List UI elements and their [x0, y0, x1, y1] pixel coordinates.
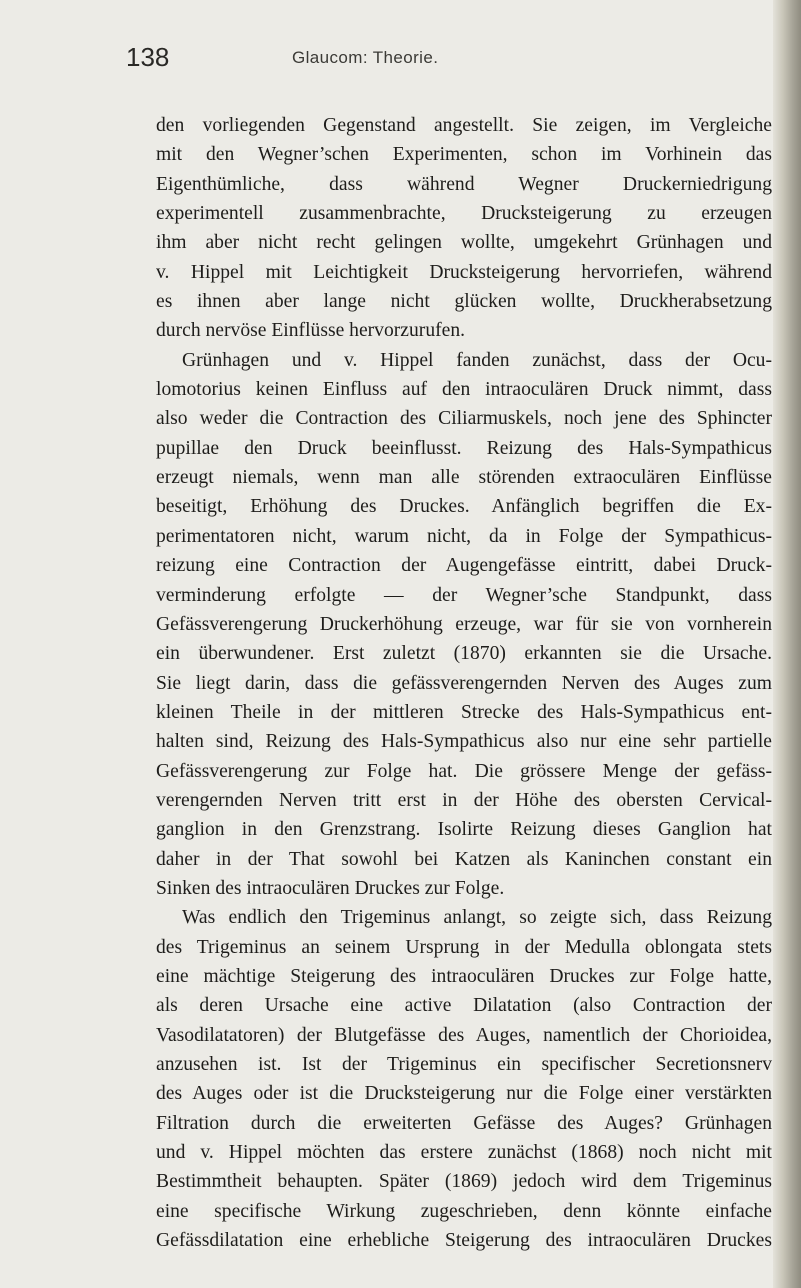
text-line: also weder die Contraction des Ciliarmuskels, noch jene des Sphincter: [156, 408, 772, 430]
text-line: Was endlich den Trigeminus anlangt, so zeigte sich, dass Reizung: [182, 907, 772, 929]
text-line: v. Hippel mit Leichtigkeit Drucksteigerung hervorriefen, während: [156, 261, 772, 283]
running-head: Glaucom: Theorie.: [292, 48, 439, 67]
text-line: ganglion in den Grenzstrang. Isolirte Reizung dieses Ganglion hat: [156, 819, 772, 841]
page-number: 138: [126, 42, 170, 72]
text-line: Sie liegt darin, dass die gefässverengernden Nerven des Auges zum: [156, 672, 772, 694]
text-line: Vasodilatatoren) der Blutgefässe des Auges, namentlich der Chorioidea,: [156, 1024, 772, 1046]
text-line: pupillae den Druck beeinflusst. Reizung des Hals-Sympathicus: [156, 437, 772, 459]
text-line: daher in der That sowohl bei Katzen als Kaninchen constant ein: [156, 848, 772, 870]
text-line: mit den Wegner’schen Experimenten, schon im Vorhinein das: [156, 144, 772, 166]
text-line: Bestimmtheit behaupten. Später (1869) jedoch wird dem Trigeminus: [156, 1171, 772, 1193]
text-line: verengernden Nerven tritt erst in der Höhe des obersten Cervical-: [156, 789, 772, 811]
text-line: lomotorius keinen Einfluss auf den intraoculären Druck nimmt, dass: [156, 379, 772, 401]
page-edge-shadow: [773, 0, 801, 1288]
body-text: [156, 111, 772, 1255]
text-line: ein überwundener. Erst zuletzt (1870) erkannten sie die Ursache.: [156, 643, 772, 665]
text-line: Gefässverengerung Druckerhöhung erzeuge, war für sie von vornherein: [156, 613, 772, 635]
text-line: ihm aber nicht recht gelingen wollte, umgekehrt Grünhagen und: [156, 232, 772, 254]
text-line: des Auges oder ist die Drucksteigerung nur die Folge einer verstärkten: [156, 1083, 772, 1105]
text-line: experimentell zusammenbrachte, Drucksteigerung zu erzeugen: [156, 203, 772, 225]
text-line: den vorliegenden Gegenstand angestellt. Sie zeigen, im Vergleiche: [156, 115, 772, 136]
text-line: halten sind, Reizung des Hals-Sympathicus also nur eine sehr partielle: [156, 731, 772, 753]
text-line: anzusehen ist. Ist der Trigeminus ein specifischer Secretionsnerv: [156, 1054, 772, 1075]
text-line: durch nervöse Einflüsse hervorzurufen.: [156, 320, 466, 342]
text-line: als deren Ursache eine active Dilatation (also Contraction der: [156, 995, 772, 1017]
text-line: Eigenthümliche, dass während Wegner Druckerniedrigung: [156, 173, 772, 195]
text-line: beseitigt, Erhöhung des Druckes. Anfänglich begriffen die Ex-: [156, 496, 772, 518]
text-line: eine mächtige Steigerung des intraoculären Druckes zur Folge hatte,: [156, 965, 772, 987]
text-line: und v. Hippel möchten das erstere zunächst (1868) noch nicht mit: [156, 1142, 772, 1164]
text-line: reizung eine Contraction der Augengefässe eintritt, dabei Druck-: [156, 555, 772, 577]
text-line: es ihnen aber lange nicht glücken wollte, Druckherabsetzung: [156, 291, 772, 313]
text-line: des Trigeminus an seinem Ursprung in der Medulla oblongata stets: [156, 936, 772, 958]
text-line: Gefässverengerung zur Folge hat. Die grössere Menge der gefäss-: [156, 760, 772, 782]
text-line: perimentatoren nicht, warum nicht, da in Folge der Sympathicus-: [156, 525, 772, 547]
text-line: Grünhagen und v. Hippel fanden zunächst, dass der Ocu-: [182, 349, 772, 371]
text-line: eine specifische Wirkung zugeschrieben, denn könnte einfache: [156, 1200, 772, 1222]
text-line: Sinken des intraoculären Druckes zur Folge.: [156, 877, 505, 899]
text-line: erzeugt niemals, wenn man alle störenden extraoculären Einflüsse: [156, 467, 772, 489]
text-line: verminderung erfolgte — der Wegner’sche Standpunkt, dass: [156, 584, 772, 606]
text-line: Gefässdilatation eine erhebliche Steigerung des intraoculären Druckes: [156, 1230, 772, 1252]
text-line: Filtration durch die erweiterten Gefässe des Auges? Grünhagen: [156, 1112, 772, 1134]
text-line: kleinen Theile in der mittleren Strecke des Hals-Sympathicus ent-: [156, 701, 772, 723]
